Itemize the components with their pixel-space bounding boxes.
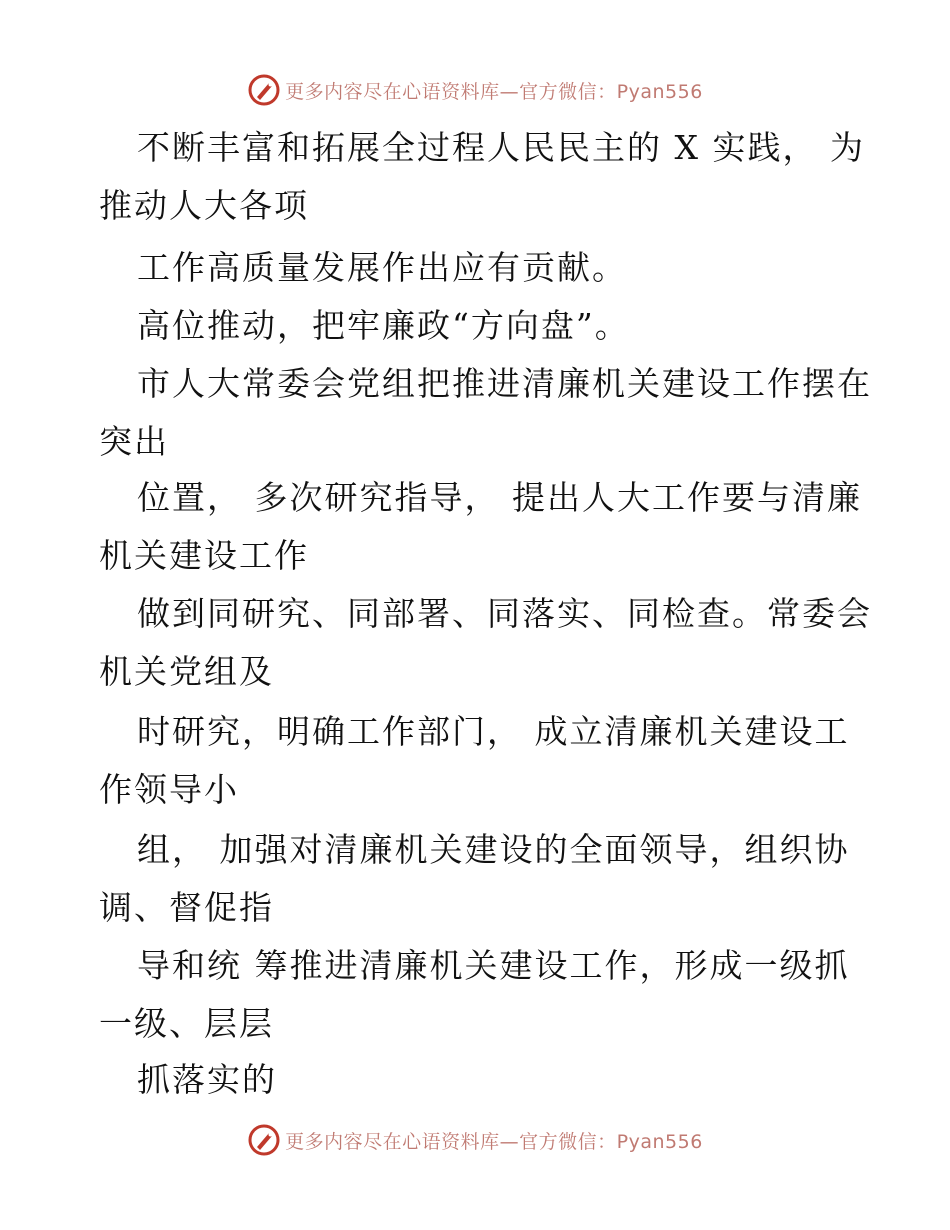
text-line: 抓落实的 (137, 1060, 277, 1099)
text-line: 位置， 多次研究指导， 提出人大工作要与清廉 (137, 478, 862, 517)
pen-nib-seal-icon (247, 1123, 281, 1157)
footer-banner (0, 1118, 950, 1162)
text-line: 机关建设工作 (99, 536, 309, 575)
text-line: 推动人大各项 (99, 186, 309, 225)
text-line: 机关党组及 (99, 652, 274, 691)
text-line: 组， 加强对清廉机关建设的全面领导，组织协 (137, 830, 850, 869)
text-line: 作领导小 (99, 770, 239, 809)
text-line: 市人大常委会党组把推进清廉机关建设工作摆在 (137, 364, 872, 403)
text-line: 调、督促指 (99, 888, 274, 927)
header-banner (0, 68, 950, 112)
text-line: 突出 (99, 422, 169, 461)
text-line: 做到同研究、同部署、同落实、同检查。常委会 (137, 594, 872, 633)
text-line: 不断丰富和拓展全过程人民民主的 X 实践， 为 (137, 128, 865, 167)
text-line: 工作高质量发展作出应有贡献。 (137, 248, 627, 287)
footer-banner-text: 更多内容尽在心语资料库—官方微信：Pyan556 (285, 1130, 703, 1153)
text-line: 时研究，明确工作部门， 成立清廉机关建设工 (137, 712, 850, 751)
header-banner-text: 更多内容尽在心语资料库—官方微信：Pyan556 (285, 80, 703, 103)
text-line: 一级、层层 (99, 1004, 274, 1043)
pen-nib-seal-icon (247, 73, 281, 107)
text-line: 高位推动，把牢廉政“方向盘”。 (137, 306, 630, 345)
text-line: 导和统 筹推进清廉机关建设工作，形成一级抓 (137, 946, 850, 985)
